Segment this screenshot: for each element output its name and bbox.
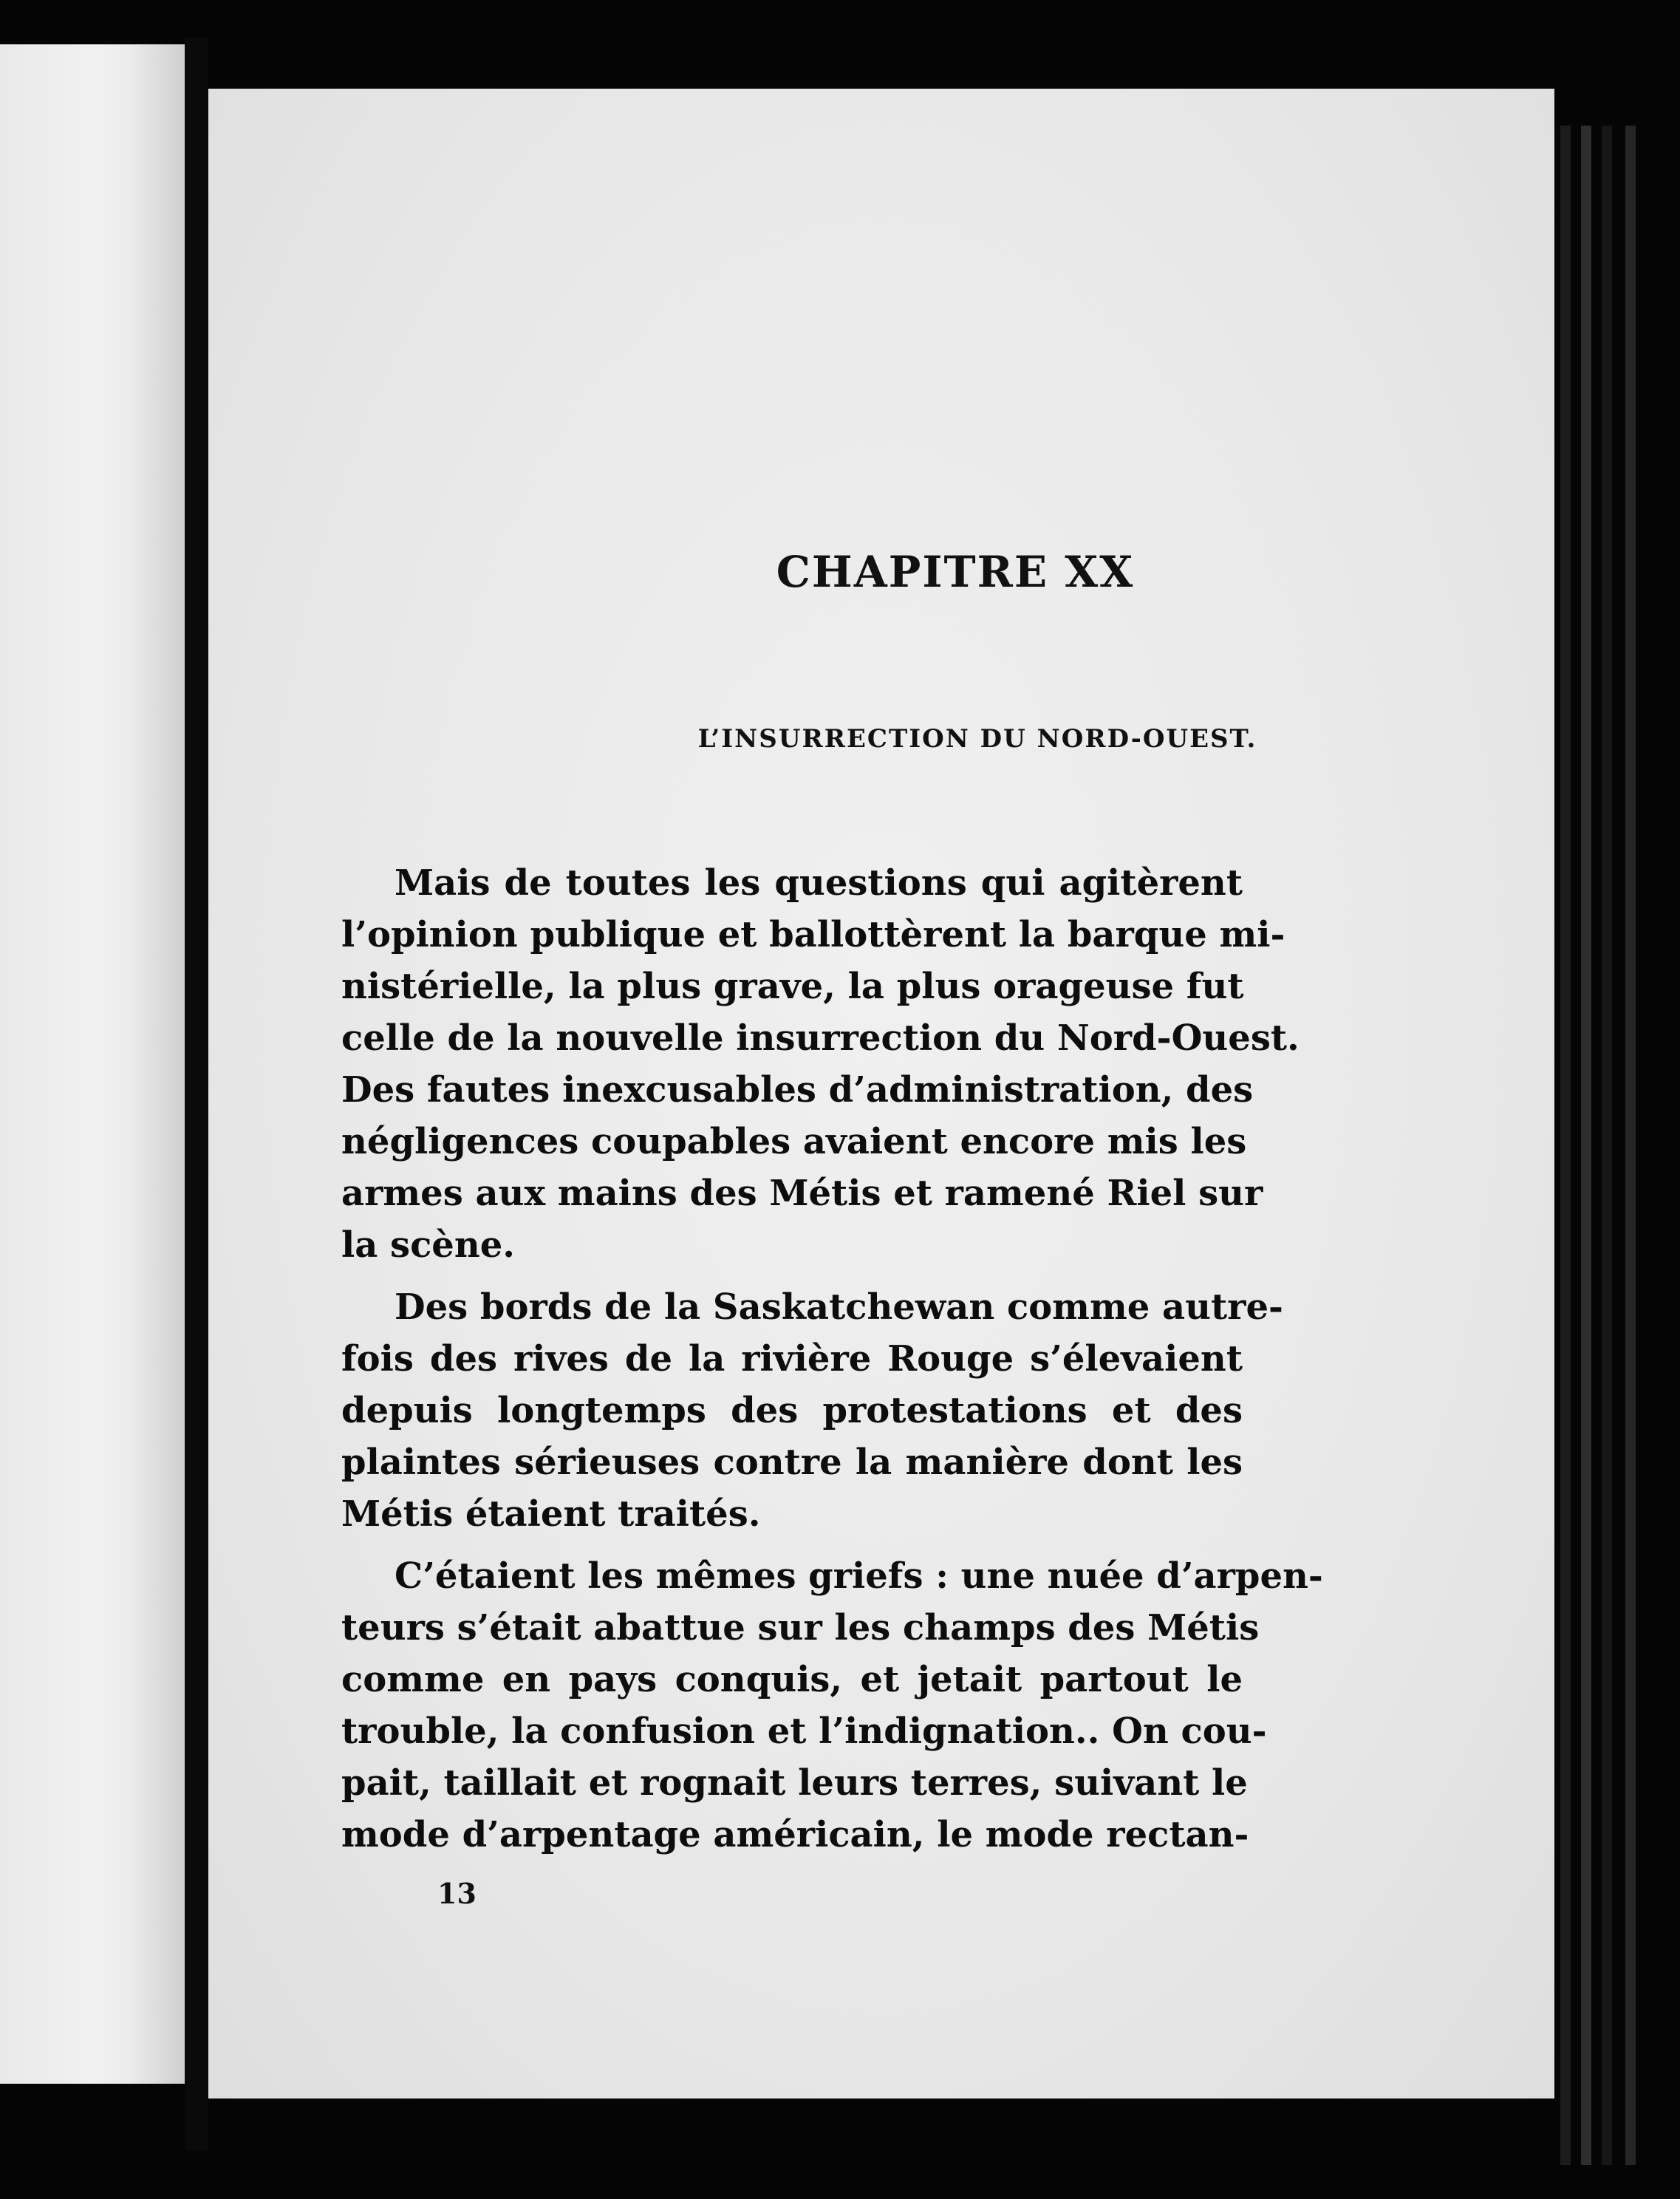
page-edge <box>1602 126 1612 2165</box>
text-line: teurs s’était abattue sur les champs des Métis <box>341 1607 1260 1649</box>
page-edge <box>1625 126 1636 2165</box>
text-line: depuis longtemps des protestations et des <box>341 1390 1243 1431</box>
text-line: Métis étaient traités. <box>341 1493 761 1535</box>
text-line: plaintes sérieuses contre la manière dont les <box>341 1442 1243 1483</box>
text-line: Des bords de la Saskatchewan comme autre- <box>395 1286 1283 1328</box>
text-line: la scène. <box>341 1224 515 1266</box>
text-line: armes aux mains des Métis et ramené Riel sur <box>341 1173 1263 1214</box>
text-line: pait, taillait et rognait leurs terres, suivant le <box>341 1762 1248 1804</box>
previous-page-gutter <box>133 44 185 2084</box>
page-number: 13 <box>437 1877 477 1910</box>
page-edge <box>1560 126 1571 2165</box>
text-line: Mais de toutes les questions qui agitèrent <box>395 862 1243 904</box>
text-line: Des fautes inexcusables d’administration, des <box>341 1069 1254 1111</box>
text-line: nistérielle, la plus grave, la plus orageuse fut <box>341 966 1244 1007</box>
paragraph-2 <box>341 1281 1283 1540</box>
body-text <box>341 857 1323 1871</box>
paragraph-1 <box>341 857 1300 1271</box>
chapter-subtitle: L’INSURRECTION DU NORD-OUEST. <box>697 724 1257 754</box>
text-line: fois des rives de la rivière Rouge s’élevaient <box>341 1338 1243 1380</box>
page-edge <box>1581 126 1591 2165</box>
paragraph-3 <box>341 1550 1323 1861</box>
text-line: C’étaient les mêmes griefs : une nuée d’arpen- <box>395 1555 1323 1597</box>
text-line: trouble, la confusion et l’indignation.. On cou- <box>341 1711 1267 1752</box>
text-line: celle de la nouvelle insurrection du Nord-Ouest. <box>341 1017 1300 1059</box>
text-line: comme en pays conquis, et jetait partout le <box>341 1659 1243 1700</box>
text-line: négligences coupables avaient encore mis les <box>341 1121 1247 1162</box>
book-page <box>208 89 1554 2099</box>
text-line: mode d’arpentage américain, le mode rectan- <box>341 1814 1249 1855</box>
text-line: l’opinion publique et ballottèrent la barque mi- <box>341 914 1285 955</box>
book-spine <box>185 37 208 2150</box>
chapter-title: CHAPITRE XX <box>776 547 1135 597</box>
